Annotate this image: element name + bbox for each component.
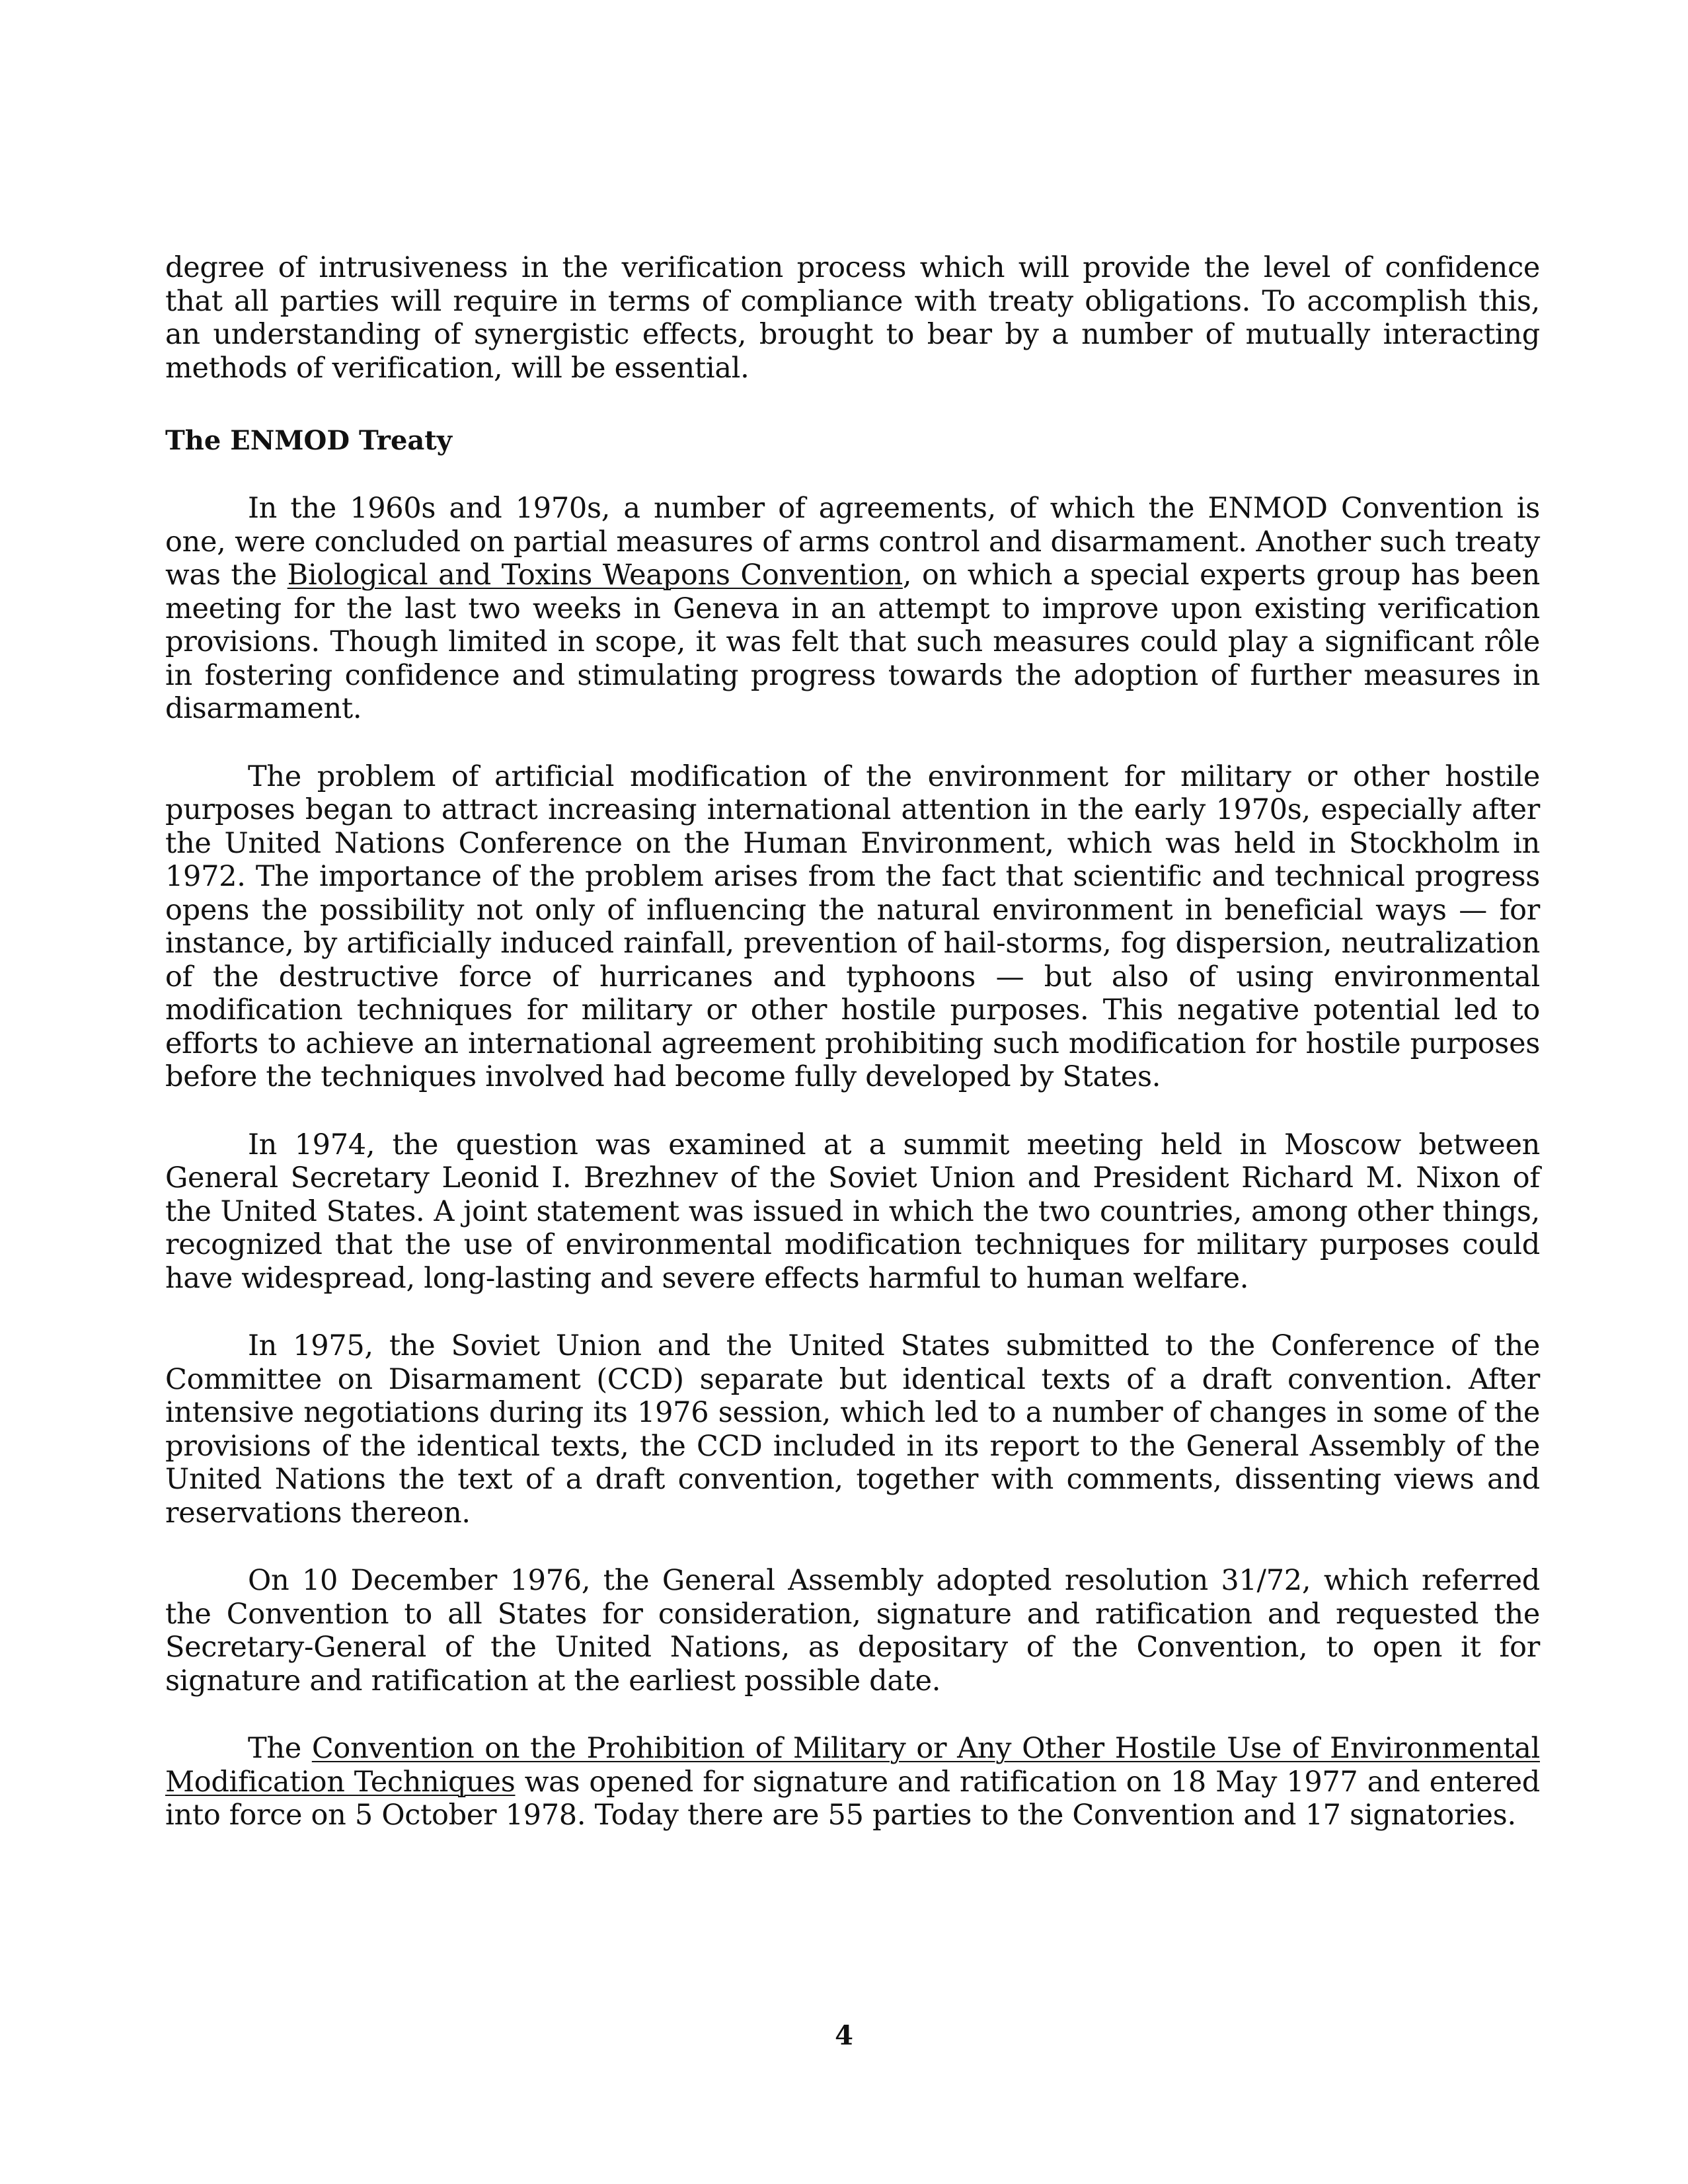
intro-paragraph: degree of intrusiveness in the verification process which will provide the level of confidence that all parties will require in terms of compliance with treaty obligations. To accomplish this, an understanding of synergistic effects, brought to bear by a number of mutually interacting methods of verification, will be essential. <box>165 251 1540 385</box>
paragraph-agreements <box>165 492 1540 726</box>
document-body <box>165 251 1540 1832</box>
paragraph-1976-resolution: On 10 December 1976, the General Assembly adopted resolution 31/72, which referred the Convention to all States for consideration, signature and ratification and requested the Secretary-General of the United Nations, as depositary of the Convention, to open it for signature and ratification at the earliest possible date. <box>165 1564 1540 1697</box>
paragraph-1975-ccd: In 1975, the Soviet Union and the United States submitted to the Conference of the Committee on Disarmament (CCD) separate but identical texts of a draft convention. After intensive negotiations during its 1976 session, which led to a number of changes in some of the provisions of the identical texts, the CCD included in its report to the General Assembly of the United Nations the text of a draft convention, together with comments, dissenting views and reservations thereon. <box>165 1329 1540 1530</box>
spacer <box>165 385 1540 424</box>
spacer <box>165 1094 1540 1128</box>
page-number: 4 <box>835 2020 853 2051</box>
spacer <box>165 1697 1540 1732</box>
spacer <box>165 1530 1540 1564</box>
paragraph-1974-summit: In 1974, the question was examined at a summit meeting held in Moscow between General Secretary Leonid I. Brezhnev of the Soviet Union and President Richard M. Nixon of the United States. A joint statement was issued in which the two countries, among other things, recognized that the use of environmental modification techniques for military purposes could have widespread, long-lasting and severe effects harmful to human welfare. <box>165 1128 1540 1295</box>
spacer <box>165 457 1540 492</box>
spacer <box>165 1295 1540 1329</box>
paragraph-text: , on which a special experts group has been meeting for the last two weeks in Geneva in an attempt to improve upon existing verification provisions. Though limited in scope, it was felt that such measures could play a significant rôle in fostering confidence and stimulating progress towards the adoption of further measures in disarmament. <box>165 559 1540 725</box>
section-heading: The ENMOD Treaty <box>165 425 453 456</box>
paragraph-text: In the 1960s and 1970s, a number of agreements, of which the ENMOD Convention is one, were concluded on partial measures of arms control and disarmament. Another such treaty was the <box>165 492 1540 592</box>
paragraph-convention-signature <box>165 1732 1540 1832</box>
paragraph-text: The <box>248 1732 312 1765</box>
paragraph-text: was opened for signature and ratification on 18 May 1977 and entered into force on 5 October 1978. Today there are 55 parties to the Convention and 17 signatories. <box>165 1765 1541 1832</box>
paragraph-environment-problem: The problem of artificial modification of the environment for military or other hostile purposes began to attract increasing international attention in the early 1970s, especially after the United Nations Conference on the Human Environment, which was held in Stockholm in 1972. The importance of the problem arises from the fact that scientific and technical progress opens the possibility not only of influencing the natural environment in beneficial ways — for instance, by artificially induced rainfall, prevention of hail-storms, fog dispersion, neutralization of the destructive force of hurricanes and typhoons — but also of using environmental modification techniques for military or other hostile purposes. This negative potential led to efforts to achieve an international agreement prohibiting such modification for hostile purposes before the techniques involved had become fully developed by States. <box>165 760 1540 1093</box>
convention-title-underlined: Convention on the Prohibition of Military or Any Other Hostile Use of Environmental Modification Techniques <box>165 1732 1540 1799</box>
spacer <box>165 726 1540 760</box>
treaty-title-underlined: Biological and Toxins Weapons Convention <box>287 559 903 592</box>
